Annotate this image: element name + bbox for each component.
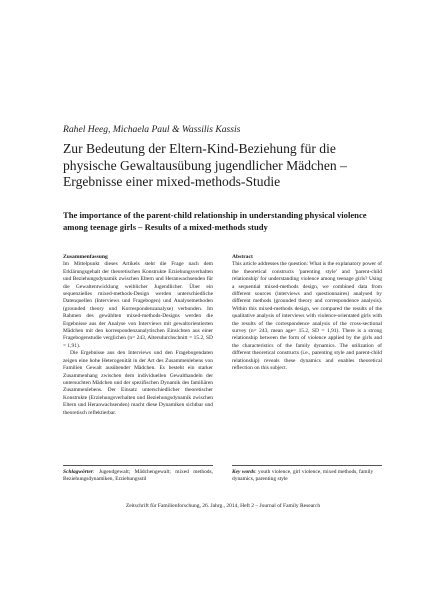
abstract-german: [63, 254, 213, 417]
abstract-german-heading: Zusammenfassung: [63, 254, 108, 260]
keywords-english-label: Key words: [232, 469, 256, 475]
keywords-divider-right: [232, 465, 382, 466]
abstract-german-paragraph-1: Im Mittelpunkt dieses Artikels steht die Frage nach dem Erklärungsgehalt der theoretischen Konstrukte Erziehungsverhalten und Beziehungsdynamik zwischen Eltern und Heranwachsenden für die Gewaltentwicklung weiblicher Jugendlicher. Über ein sequenzielles mixed-methods-Design werden unterschiedliche Datenquellen (Interviews und Fragebogen) und Analysemethoden (grounded theory und Korrespondenzanalyse) verbunden. Im Rahmen des gewählten mixed-methods-Designs werden die Ergebnisse aus der Analyse von Interviews mit gewaltorientierten Mädchen mit den korrespondenzanalytischen Einsichten aus einer Fragebogenstudie verglichen (n= 243, Altersdurchschnitt = 15.2, SD = 1,91).: [63, 261, 213, 349]
keywords-english-colon: :: [255, 469, 258, 475]
keywords-english-text: youth violence, girl violence, mixed methods, family dynamics, parenting style: [232, 469, 374, 483]
article-title-german: Zur Bedeutung der Eltern-Kind-Beziehung für die physische Gewaltausübung jugendlicher Mädchen – Ergebnisse einer mixed-methods-Studie: [63, 141, 347, 189]
article-authors: Rahel Heeg, Michaela Paul & Wassilis Kassis: [63, 124, 241, 135]
keywords-german-text: Jugendgewalt; Mädchengewalt; mixed methods, Beziehungsdynamiken, Erziehungsstil: [63, 469, 213, 483]
abstract-english-heading: Abstract: [232, 254, 253, 260]
article-title-english: The importance of the parent-child relationship in understanding physical violence among teenage girls – Results of a mixed-methods study: [63, 210, 367, 232]
keywords-english: [232, 469, 382, 484]
journal-footer: Zeitschrift für Familienforschung, 26. Jahrg., 2014, Heft 2 – Journal of Family Research: [125, 503, 321, 509]
abstract-german-paragraph-2: Die Ergebnisse aus den Interviews und den Fragebogendaten zeigen eine hohe Heterogenität in der Art des Zusammenlebens von Familien Gewalt ausübender Mädchen. Es besteht ein starker Zusammenhang zwischen dem individuellen Gewalthandeln der untersuchten Mädchen und der spezifischen Dynamik des familiären Zusammenlebens. Der Einsatz unterschiedlicher theoretischer Konstrukte (Erziehungsverhalten und Beziehungsdynamik zwischen Eltern und Heranwachsenden) macht diese Dynamiken sichtbar und theoretisch reflektierbar.: [63, 350, 213, 416]
keywords-german-label: Schlagwörter: [63, 469, 93, 475]
abstract-english-text: This article addresses the question: What is the explanatory power of the theoretical constructs 'parenting style' and 'parent-child relationship' for understanding violence among teenage girls? Using a sequential mixed-methods design, we combined data from different sources (interviews and questionnaires) analysed by different methods (grounded theory and correspondence analysis). Within this mixed-methods design, we compared the results of the qualitative analysis of interviews with violence-orientated girls with the results of the correspondence analysis of the cross-sectional survey (n= 243, mean age= 15.2, SD = 1,91). There is a strong relationship between the form of violence applied by the girls and the characteristics of the family dynamics. The utilization of different theoretical constructs (i.e., parenting style and parent-child relationship) reveals these dynamics and enables theoretical reflection on this subject.: [232, 261, 382, 372]
abstract-english: [232, 254, 382, 373]
keywords-divider-left: [63, 465, 213, 466]
keywords-german-colon: :: [92, 469, 99, 475]
keywords-german: [63, 469, 213, 484]
